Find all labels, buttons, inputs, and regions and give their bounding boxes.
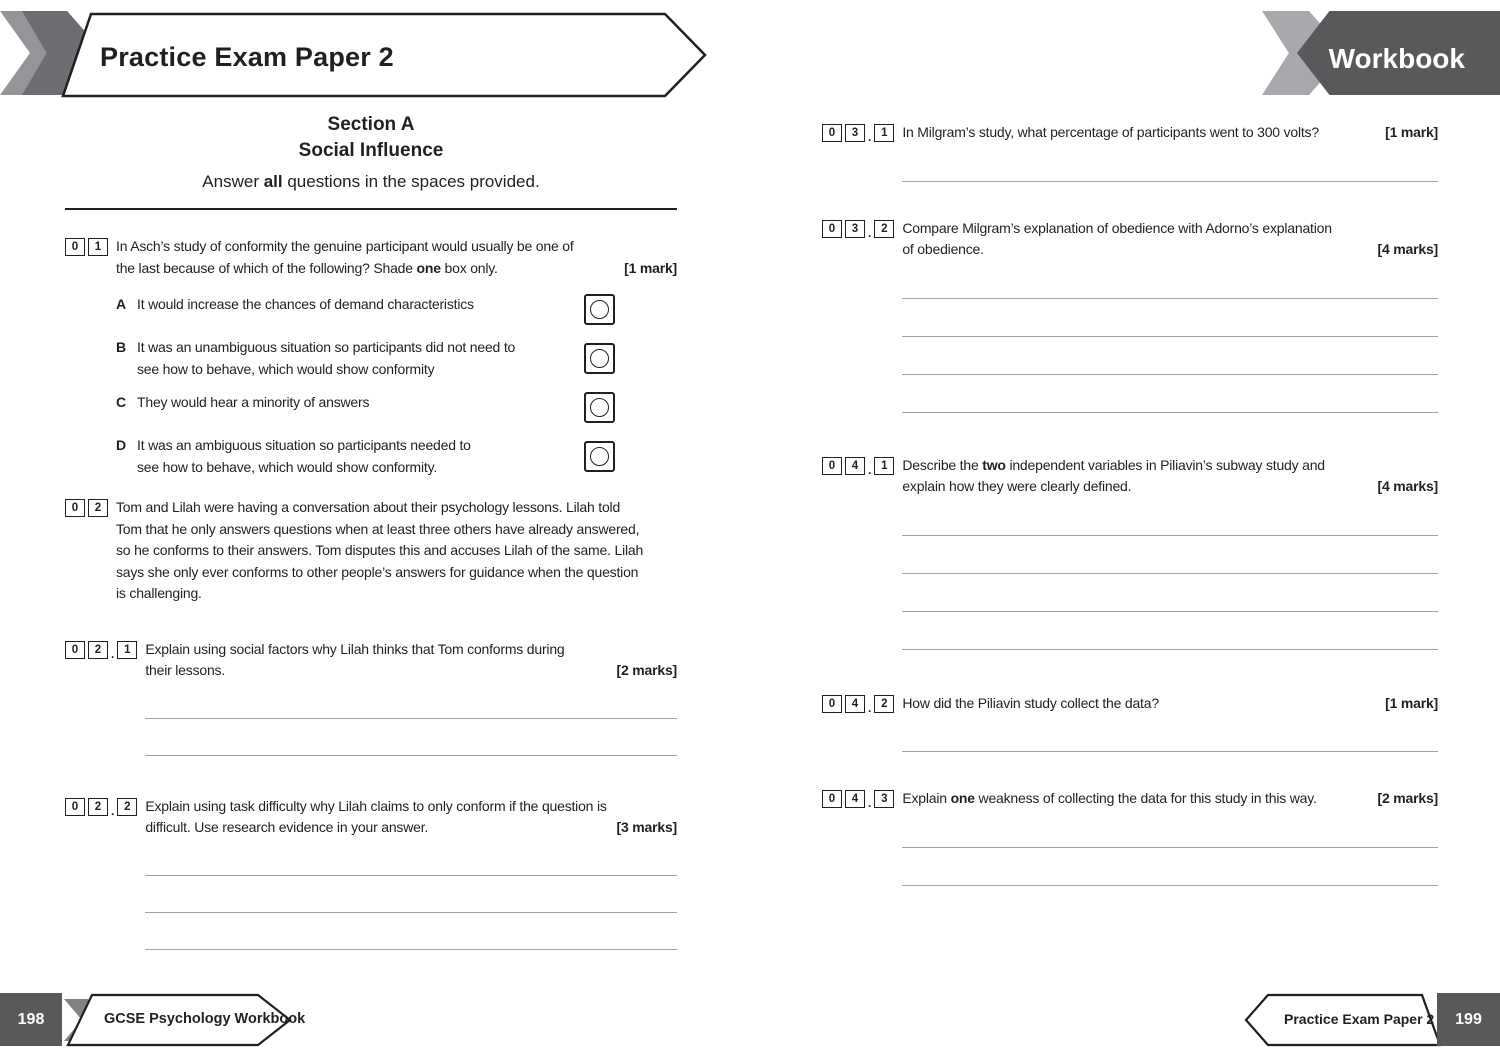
question-number-dot: . <box>111 803 115 818</box>
answer-lines <box>902 714 1438 752</box>
question-04-2 <box>822 693 1438 753</box>
answer-line[interactable] <box>902 299 1438 337</box>
question-03-1 <box>822 122 1438 182</box>
question-01 <box>65 236 677 478</box>
question-text: Explain using social factors why Lilah thinks that Tom conforms during <box>145 640 565 657</box>
question-number-box: 0 <box>65 499 85 517</box>
question-number <box>65 497 111 517</box>
answer-line[interactable] <box>145 839 677 876</box>
answer-line[interactable] <box>145 913 677 950</box>
answer-line[interactable] <box>902 144 1438 182</box>
shade-box-a[interactable] <box>584 294 615 325</box>
question-number <box>65 796 140 816</box>
question-number-box: 2 <box>88 499 108 517</box>
section-instruction: Answer all questions in the spaces provided. <box>202 172 540 191</box>
mc-options <box>116 294 677 478</box>
question-number-box: 2 <box>117 798 137 816</box>
section-title: Section A <box>327 114 415 135</box>
question-text: Explain using task difficulty why Lilah claims to only conform if the question is <box>145 797 607 814</box>
option-text: They would hear a minority of answers <box>137 394 370 410</box>
option-a <box>116 294 677 325</box>
shade-box-b[interactable] <box>584 343 615 374</box>
mark-allocation: [1 mark] <box>1385 694 1438 711</box>
right-page-content <box>822 122 1438 886</box>
answer-line[interactable] <box>902 337 1438 375</box>
mark-allocation: [4 marks] <box>1377 478 1438 494</box>
question-number-box: 4 <box>845 695 865 713</box>
footer-label-right: Practice Exam Paper 2 <box>1284 1011 1435 1027</box>
answer-line[interactable] <box>902 498 1438 536</box>
question-number-box: 0 <box>822 457 842 475</box>
question-number-box: 0 <box>65 238 85 256</box>
answer-lines <box>902 498 1438 650</box>
question-number-box: 2 <box>88 641 108 659</box>
mark-allocation: [4 marks] <box>1377 241 1438 257</box>
question-number-dot: . <box>868 225 872 240</box>
question-number-box: 2 <box>88 798 108 816</box>
option-letter: B <box>116 339 126 355</box>
answer-lines <box>145 839 677 950</box>
answer-lines <box>902 810 1438 886</box>
question-text: Explain one weakness of collecting the data for this study in this way. [2 marks] <box>902 788 1438 810</box>
option-letter: D <box>116 437 126 453</box>
page-number-right: 199 <box>1437 993 1500 1046</box>
option-d <box>116 435 677 478</box>
mark-allocation: [2 marks] <box>1377 790 1438 806</box>
question-text: How did the Piliavin study collect the data? [1 mark] <box>902 693 1438 715</box>
page-number-left: 198 <box>0 993 62 1046</box>
circle-mark-icon <box>590 398 609 417</box>
option-text: It was an unambiguous situation so participants did not need to see how to behave, which would show conformity <box>137 339 516 377</box>
circle-mark-icon <box>590 349 609 368</box>
workbook-label: Workbook <box>1328 43 1465 74</box>
left-page-content <box>65 112 677 950</box>
question-number-box: 4 <box>845 457 865 475</box>
answer-line[interactable] <box>902 536 1438 574</box>
question-number-box: 0 <box>65 798 85 816</box>
question-text: In Asch’s study of conformity the genuine participant would usually be one of <box>116 238 574 254</box>
question-text: In Milgram’s study, what percentage of participants went to 300 volts? [1 mark] <box>902 122 1438 144</box>
question-number-box: 2 <box>874 695 894 713</box>
question-number-dot: . <box>868 462 872 477</box>
answer-line[interactable] <box>902 375 1438 413</box>
question-number-dot: . <box>111 646 115 661</box>
question-number-box: 0 <box>822 124 842 142</box>
question-number-dot: . <box>868 700 872 715</box>
question-number <box>822 788 897 808</box>
question-number-box: 1 <box>117 641 137 659</box>
question-number-box: 0 <box>822 220 842 238</box>
question-number <box>822 455 897 475</box>
question-text: Compare Milgram’s explanation of obedience with Adorno’s explanation <box>902 219 1332 236</box>
question-02 <box>65 497 677 605</box>
question-02-2 <box>65 796 677 950</box>
question-04-1 <box>822 455 1438 650</box>
answer-line[interactable] <box>145 876 677 913</box>
option-c <box>116 392 677 423</box>
mark-allocation: [3 marks] <box>616 819 677 835</box>
question-number-box: 3 <box>845 124 865 142</box>
shade-box-d[interactable] <box>584 441 615 472</box>
option-b <box>116 337 677 380</box>
answer-line[interactable] <box>145 719 677 756</box>
question-number-box: 4 <box>845 790 865 808</box>
question-number <box>65 639 140 659</box>
mark-allocation: [2 marks] <box>616 662 677 678</box>
question-number-box: 1 <box>88 238 108 256</box>
question-number-dot: . <box>868 130 872 144</box>
question-number <box>822 218 897 238</box>
question-number-box: 3 <box>845 220 865 238</box>
question-number-dot: . <box>868 796 872 810</box>
question-text: explain how they were clearly defined. [4 marks] <box>902 476 1438 498</box>
question-number <box>822 693 897 713</box>
question-number-box: 0 <box>822 790 842 808</box>
question-text: difficult. Use research evidence in your answer. [3 marks] <box>145 817 677 839</box>
question-text: their lessons. [2 marks] <box>145 660 677 682</box>
answer-line[interactable] <box>902 810 1438 848</box>
answer-line[interactable] <box>145 682 677 719</box>
answer-line[interactable] <box>902 574 1438 612</box>
circle-mark-icon <box>590 300 609 319</box>
circle-mark-icon <box>590 447 609 466</box>
question-text: Describe the two independent variables in Piliavin’s subway study and <box>902 456 1325 473</box>
answer-line[interactable] <box>902 714 1438 752</box>
question-number-box: 1 <box>874 457 894 475</box>
page-title: Practice Exam Paper 2 <box>100 42 394 72</box>
question-03-2 <box>822 218 1438 413</box>
answer-lines <box>902 261 1438 413</box>
question-number-box: 0 <box>822 695 842 713</box>
question-number-box: 0 <box>65 641 85 659</box>
option-letter: C <box>116 394 126 410</box>
answer-lines <box>145 682 677 756</box>
section-subtitle: Social Influence <box>298 140 444 161</box>
mark-allocation: [1 mark] <box>1385 124 1438 140</box>
question-number-box: 2 <box>874 220 894 238</box>
section-divider <box>65 208 677 210</box>
shade-box-c[interactable] <box>584 392 615 423</box>
question-number <box>822 122 897 142</box>
question-number-box: 1 <box>874 124 894 142</box>
option-letter: A <box>116 296 126 312</box>
mark-allocation: [1 mark] <box>624 259 677 276</box>
answer-line[interactable] <box>902 848 1438 886</box>
question-02-1 <box>65 639 677 756</box>
answer-line[interactable] <box>902 612 1438 650</box>
footer-label-left: GCSE Psychology Workbook <box>104 1011 306 1027</box>
question-text: of obedience. [4 marks] <box>902 239 1438 261</box>
question-number-box: 3 <box>874 790 894 808</box>
option-text: It would increase the chances of demand characteristics <box>137 296 474 312</box>
question-text: the last because of which of the following? Shade one box only. [1 mark] <box>116 258 677 280</box>
question-number <box>65 236 111 256</box>
answer-lines <box>902 144 1438 182</box>
question-04-3 <box>822 788 1438 886</box>
question-text: Tom and Lilah were having a conversation about their psychology lessons. Lilah told Tom that he only answers questions when at least three others have already answered, so he conforms to their answers. Tom disputes this and accuses Lilah of the same. Lilah says she only ever conforms to other people’s answers for guidance when the question is challenging. <box>116 499 644 601</box>
answer-line[interactable] <box>902 261 1438 299</box>
option-text: It was an ambiguous situation so participants needed to see how to behave, which would show conformity. <box>137 437 471 475</box>
